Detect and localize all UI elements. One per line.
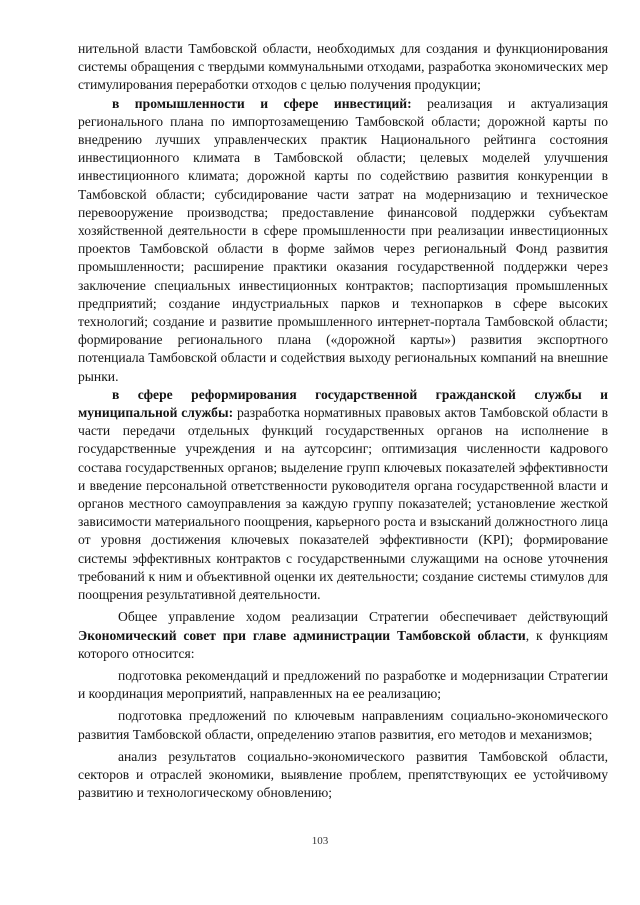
paragraph-function-proposals: подготовка предложений по ключевым направлениям социально-экономического развития Тамбовской области, определению этапов развития, его методов и механизмов; xyxy=(78,708,608,742)
paragraph-waste: нительной власти Тамбовской области, необходимых для создания и функционирования системы обращения с твердыми коммунальными отходами, разработка экономических мер стимулирования переработки отходов с целью получения продукции; xyxy=(78,41,608,93)
paragraph-civil-service-reform: в сфере реформирования государственной гражданской службы и муниципальной службы: разработка нормативных правовых актов Тамбовской области в части передачи отдельных функций государственных органов на исполнение в государственные учреждения и на аутсорсинг; оптимизация численности кадрового состава государственных органов; выделение групп ключевых показателей эффективности и введение персональной ответственности руководителя органа государственной власти и органов местного самоуправления за каждую группу показателей; установление жесткой зависимости материального поощрения, карьерного роста и взысканий должностного лица от уровня достижения ключевых показателей эффективности (KPI); формирование системы эффективных контрактов с государственными служащими на основе уточнения требований к ним и объективной оценки их деятельности; создание системы стимулов для поощрения результативной деятельности. xyxy=(78,386,608,603)
page-number: 103 xyxy=(311,835,329,847)
paragraph-general-management: Общее управление ходом реализации Стратегии обеспечивает действующий Экономический совет при главе администрации Тамбовской области, к функциям которого относится: xyxy=(78,609,608,661)
paragraph-industry-investment: в промышленности и сфере инвестиций: реализация и актуализация регионального плана по импортозамещению Тамбовской области; дорожной карты по внедрению лучших управленческих практик Национального рейтинга состояния инвестиционного климата в Тамбовской области; целевых моделей улучшения инвестиционного климата; дорожной карты по содействию развития конкуренции в Тамбовской области; субсидирование части затрат на модернизацию и техническое перевооружение производства; предоставление финансовой поддержки субъектам хозяйственной деятельности в сфере промышленности при реализации инвестиционных проектов Тамбовской области в форме займов через региональный Фонд развития промышленности; расширение практики оказания государственной поддержки через заключение специальных инвестиционных контрактов; паспортизация промышленных предприятий; создание индустриальных парков и технопарков в сфере высоких технологий; создание и развитие промышленного интернет-портала Тамбовской области; формирование регионального плана («дорожной карты») развития экспортного потенциала Тамбовской области и содействия выходу региональных компаний на внешние рынки. xyxy=(78,95,609,384)
paragraph-function-recommendations: подготовка рекомендаций и предложений по разработке и модернизации Стратегии и координация мероприятий, направленных на ее реализацию; xyxy=(78,667,608,702)
paragraph-heading: в сфере реформирования государственной гражданской службы и муниципальной службы: xyxy=(78,386,608,421)
paragraph-function-analysis: анализ результатов социально-экономического развития Тамбовской области, секторов и отраслей экономики, выявление проблем, препятствующих ее устойчивому развитию и технологическому обновлению; xyxy=(78,748,608,801)
document-body xyxy=(78,40,608,802)
paragraph-heading: в промышленности и сфере инвестиций: xyxy=(112,95,412,111)
council-name: Экономический совет при главе администрации Тамбовской области xyxy=(78,627,526,643)
